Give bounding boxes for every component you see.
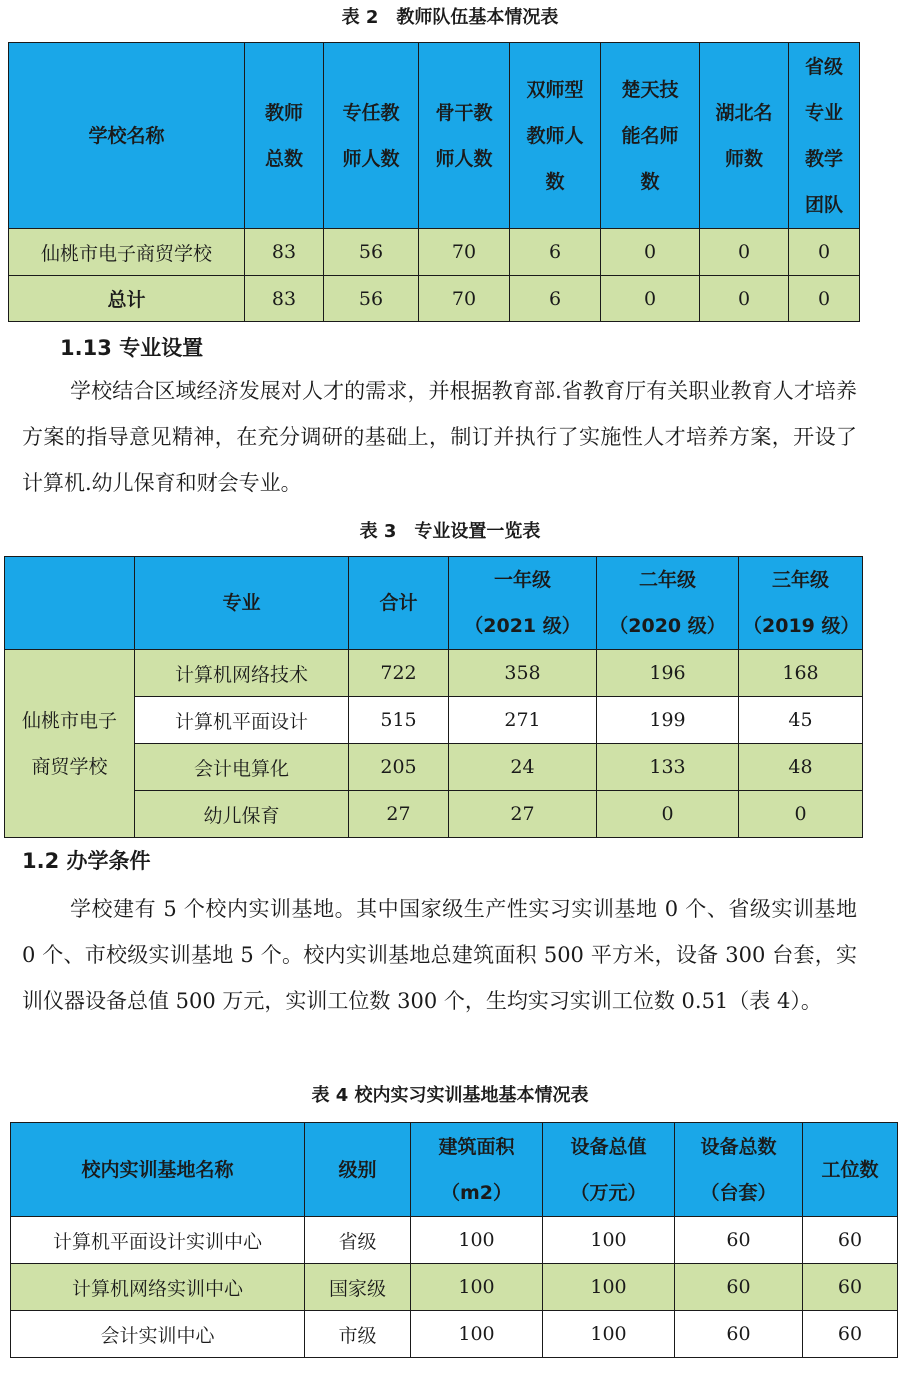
table-cell: 196 xyxy=(597,650,739,697)
header-grade1: 一年级 （2021 级） xyxy=(449,557,597,650)
table-cell: 24 xyxy=(449,744,597,791)
table-cell: 60 xyxy=(675,1311,803,1358)
table-cell: 100 xyxy=(543,1311,675,1358)
header-grade3: 三年级 （2019 级） xyxy=(739,557,863,650)
table-cell: 0 xyxy=(597,791,739,838)
table2-header-row xyxy=(9,43,860,229)
header-major: 专业 xyxy=(135,557,349,650)
table-cell: 60 xyxy=(803,1217,898,1264)
table-cell: 计算机平面设计实训中心 xyxy=(11,1217,305,1264)
table-cell: 计算机平面设计 xyxy=(135,697,349,744)
table2-caption: 表 2 教师队伍基本情况表 xyxy=(341,7,559,28)
table-cell: 271 xyxy=(449,697,597,744)
table-cell: 45 xyxy=(739,697,863,744)
table-cell: 6 xyxy=(510,229,601,276)
majors-table xyxy=(4,556,863,838)
header-dual-teacher: 双师型 教师人 数 xyxy=(510,43,601,229)
table4-header-row xyxy=(11,1123,898,1217)
header-fulltime: 专任教 师人数 xyxy=(324,43,419,229)
table-cell: 60 xyxy=(675,1264,803,1311)
table-cell: 27 xyxy=(449,791,597,838)
section-paragraph-majors: 学校结合区域经济发展对人才的需求，并根据教育部.省教育厅有关职业教育人才培养方案的指导意见精神，在充分调研的基础上，制订并执行了实施性人才培养方案，开设了计算机.幼儿保育和财会专业。 xyxy=(22,379,857,495)
table-cell: 0 xyxy=(739,791,863,838)
table-cell: 仙桃市电子商贸学校 xyxy=(9,229,245,276)
table-cell: 56 xyxy=(324,229,419,276)
header-base-name: 校内实训基地名称 xyxy=(11,1123,305,1217)
table3-caption: 表 3 专业设置一览表 xyxy=(359,521,541,542)
table-cell: 0 xyxy=(700,276,789,322)
table-cell: 100 xyxy=(411,1311,543,1358)
section-heading-conditions: 1.2 办学条件 xyxy=(22,849,151,873)
table-cell: 70 xyxy=(419,276,510,322)
header-equipment-count: 设备总数 （台套） xyxy=(675,1123,803,1217)
header-teacher-total: 教师 总数 xyxy=(245,43,324,229)
table-cell: 205 xyxy=(349,744,449,791)
table-row xyxy=(11,1217,898,1264)
table-cell: 133 xyxy=(597,744,739,791)
table-cell: 83 xyxy=(245,229,324,276)
table-cell: 市级 xyxy=(305,1311,411,1358)
table-cell: 48 xyxy=(739,744,863,791)
header-stations: 工位数 xyxy=(803,1123,898,1217)
table-row-total xyxy=(9,276,860,322)
table-cell: 0 xyxy=(700,229,789,276)
table4-caption: 表 4 校内实习实训基地基本情况表 xyxy=(311,1085,589,1106)
table-cell: 总计 xyxy=(9,276,245,322)
table-cell: 6 xyxy=(510,276,601,322)
table-cell: 168 xyxy=(739,650,863,697)
school-name-cell: 仙桃市电子 商贸学校 xyxy=(5,650,135,838)
table-cell: 60 xyxy=(675,1217,803,1264)
header-area: 建筑面积 （m2） xyxy=(411,1123,543,1217)
header-chutian: 楚天技 能名师 数 xyxy=(601,43,700,229)
section-heading-majors: 1.13 专业设置 xyxy=(60,336,204,360)
header-empty xyxy=(5,557,135,650)
table-cell: 100 xyxy=(411,1264,543,1311)
table-cell: 27 xyxy=(349,791,449,838)
table-cell: 199 xyxy=(597,697,739,744)
section-paragraph-conditions: 学校建有 5 个校内实训基地。其中国家级生产性实习实训基地 0 个、省级实训基地 0 个、市校级实训基地 5 个。校内实训基地总建筑面积 500 平方米，设备 300 台套，实训仪器设备总值 500 万元，实训工位数 300 个，生均实习实训工位数 0.51（表 4）。 xyxy=(22,897,857,1013)
header-total: 合计 xyxy=(349,557,449,650)
table-cell: 0 xyxy=(601,276,700,322)
table-cell: 0 xyxy=(789,229,860,276)
header-equipment-value: 设备总值 （万元） xyxy=(543,1123,675,1217)
header-hubei: 湖北名 师数 xyxy=(700,43,789,229)
table-cell: 60 xyxy=(803,1264,898,1311)
table-row xyxy=(5,650,863,697)
table-cell: 70 xyxy=(419,229,510,276)
table-cell: 省级 xyxy=(305,1217,411,1264)
table-cell: 56 xyxy=(324,276,419,322)
table-row xyxy=(11,1311,898,1358)
table-cell: 计算机网络技术 xyxy=(135,650,349,697)
table-cell: 0 xyxy=(601,229,700,276)
header-grade2: 二年级 （2020 级） xyxy=(597,557,739,650)
header-level: 级别 xyxy=(305,1123,411,1217)
table3-header-row xyxy=(5,557,863,650)
table-cell: 国家级 xyxy=(305,1264,411,1311)
training-base-table xyxy=(10,1122,898,1358)
table-cell: 幼儿保育 xyxy=(135,791,349,838)
table-cell: 100 xyxy=(543,1264,675,1311)
table-cell: 100 xyxy=(543,1217,675,1264)
table-cell: 358 xyxy=(449,650,597,697)
table-cell: 计算机网络实训中心 xyxy=(11,1264,305,1311)
table-cell: 会计电算化 xyxy=(135,744,349,791)
table-cell: 100 xyxy=(411,1217,543,1264)
header-school-name: 学校名称 xyxy=(9,43,245,229)
teacher-table xyxy=(8,42,860,322)
table-cell: 515 xyxy=(349,697,449,744)
table-cell: 60 xyxy=(803,1311,898,1358)
table-row xyxy=(9,229,860,276)
header-backbone: 骨干教 师人数 xyxy=(419,43,510,229)
table-row xyxy=(11,1264,898,1311)
table-cell: 83 xyxy=(245,276,324,322)
table-cell: 722 xyxy=(349,650,449,697)
table-cell: 0 xyxy=(789,276,860,322)
table-cell: 会计实训中心 xyxy=(11,1311,305,1358)
header-provincial-team: 省级 专业 教学 团队 xyxy=(789,43,860,229)
